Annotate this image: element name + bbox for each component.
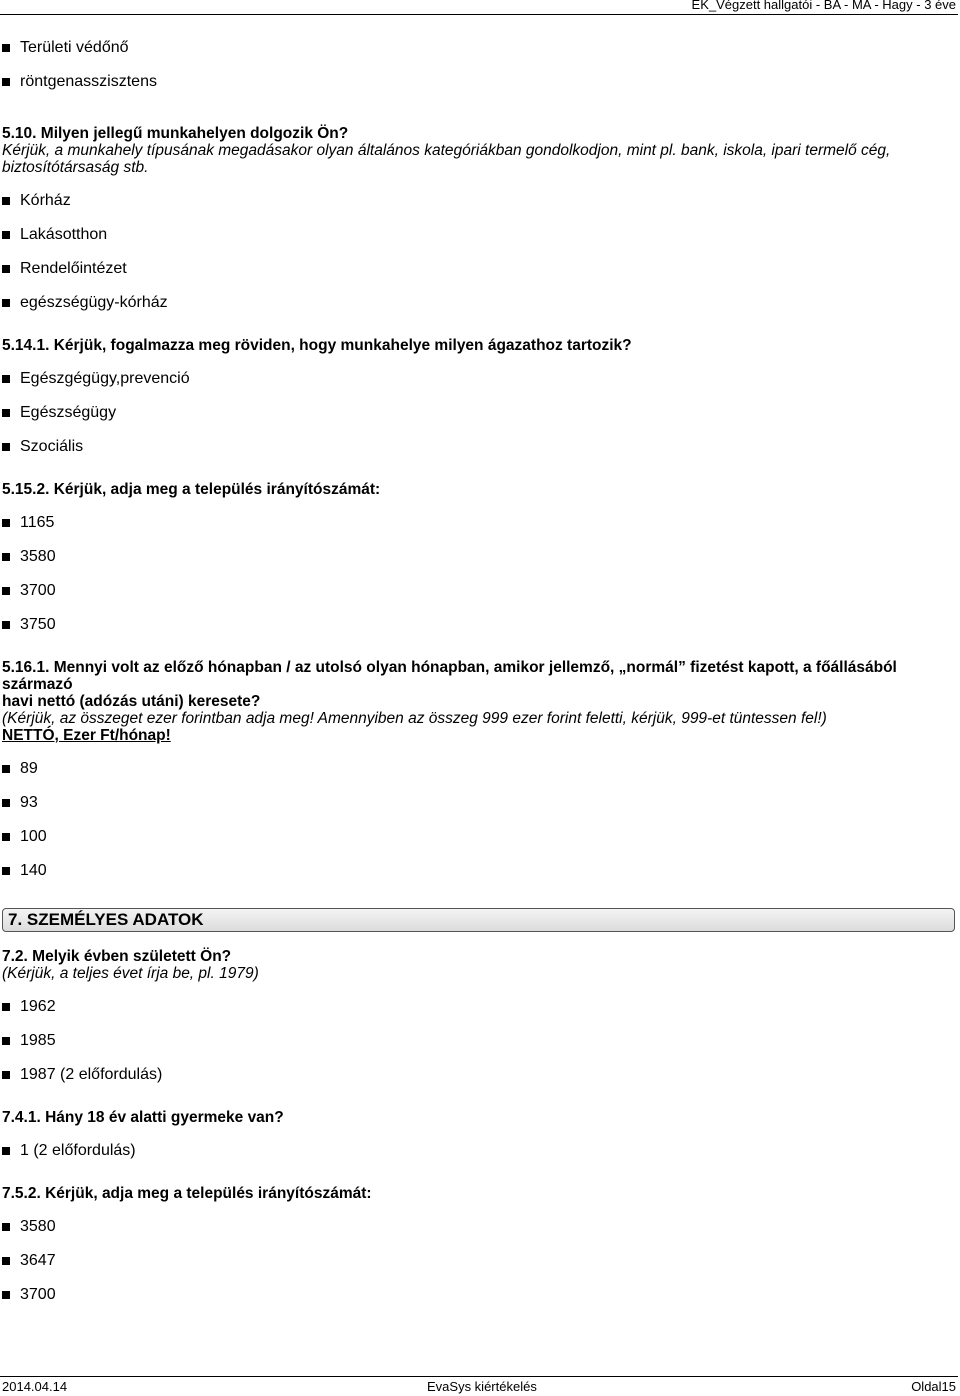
question-title: 5.16.1. Mennyi volt az előző hónapban / az utolsó olyan hónapban, amikor jellemző, „normál” fizetést kapott, a főállásából származó: [2, 659, 897, 693]
square-bullet-icon: [2, 78, 10, 86]
question-title: 7.2. Melyik évben született Ön?: [2, 948, 232, 965]
list-item: Szociális: [2, 430, 952, 464]
list-item: Területi védőnő: [2, 31, 952, 65]
answer-list-top: [2, 31, 952, 99]
square-bullet-icon: [2, 1257, 10, 1265]
square-bullet-icon: [2, 299, 10, 307]
square-bullet-icon: [2, 799, 10, 807]
square-bullet-icon: [2, 1071, 10, 1079]
list-item: 3700: [2, 1278, 952, 1312]
question-note: (Kérjük, a teljes évet írja be, pl. 1979): [2, 965, 259, 982]
question-5-14-1: [2, 337, 952, 464]
section-title: 7. SZEMÉLYES ADATOK: [8, 910, 204, 929]
list-item: 3580: [2, 540, 952, 574]
page-footer: [0, 1376, 958, 1396]
square-bullet-icon: [2, 1223, 10, 1231]
footer-title: EvaSys kiértékelés: [427, 1379, 537, 1394]
square-bullet-icon: [2, 1147, 10, 1155]
square-bullet-icon: [2, 409, 10, 417]
footer-page-number: Oldal15: [911, 1379, 956, 1394]
question-5-10: [2, 125, 952, 320]
square-bullet-icon: [2, 1037, 10, 1045]
square-bullet-icon: [2, 197, 10, 205]
list-item: 89: [2, 752, 952, 786]
question-title: 5.10. Milyen jellegű munkahelyen dolgozik Ön?: [2, 125, 349, 142]
square-bullet-icon: [2, 1003, 10, 1011]
question-note: (Kérjük, az összeget ezer forintban adja meg! Amennyiben az összeg 999 ezer forint feletti, kérjük, 999-et tüntessen fel!): [2, 710, 827, 727]
square-bullet-icon: [2, 867, 10, 875]
question-5-16-1: [2, 659, 952, 888]
square-bullet-icon: [2, 621, 10, 629]
list-item: Lakásotthon: [2, 218, 952, 252]
list-item: Egészségügy: [2, 396, 952, 430]
list-item: 3700: [2, 574, 952, 608]
question-title: 7.4.1. Hány 18 év alatti gyermeke van?: [2, 1109, 284, 1126]
square-bullet-icon: [2, 587, 10, 595]
square-bullet-icon: [2, 265, 10, 273]
question-title: havi nettó (adózás utáni) keresete?: [2, 693, 261, 710]
square-bullet-icon: [2, 375, 10, 383]
list-item: 3647: [2, 1244, 952, 1278]
question-7-4-1: [2, 1109, 952, 1168]
question-5-15-2: [2, 481, 952, 642]
list-item: 1165: [2, 506, 952, 540]
section-header: [2, 908, 955, 932]
footer-date: 2014.04.14: [2, 1379, 68, 1394]
list-item: 3750: [2, 608, 952, 642]
list-item: 93: [2, 786, 952, 820]
question-note: Kérjük, a munkahely típusának megadásakor olyan általános kategóriákban gondolkodjon, mint pl. bank, iskola, ipari termelő cég,: [2, 142, 891, 159]
list-item: 1987 (2 előfordulás): [2, 1058, 952, 1092]
list-item: Kórház: [2, 184, 952, 218]
square-bullet-icon: [2, 231, 10, 239]
list-item: Rendelőintézet: [2, 252, 952, 286]
list-item: egészségügy-kórház: [2, 286, 952, 320]
square-bullet-icon: [2, 833, 10, 841]
list-item: 140: [2, 854, 952, 888]
list-item: 1962: [2, 990, 952, 1024]
list-item: 1985: [2, 1024, 952, 1058]
question-7-5-2: [2, 1185, 952, 1312]
question-unit: NETTÓ, Ezer Ft/hónap!: [2, 727, 171, 744]
square-bullet-icon: [2, 519, 10, 527]
list-item: röntgenasszisztens: [2, 65, 952, 99]
square-bullet-icon: [2, 44, 10, 52]
list-item: Egészgégügy,prevenció: [2, 362, 952, 396]
square-bullet-icon: [2, 765, 10, 773]
list-item: 1 (2 előfordulás): [2, 1134, 952, 1168]
square-bullet-icon: [2, 1291, 10, 1299]
question-title: 5.15.2. Kérjük, adja meg a település irányítószámát:: [2, 481, 381, 498]
document-body: [2, 31, 952, 1312]
question-7-2: [2, 948, 952, 1092]
list-item: 3580: [2, 1210, 952, 1244]
question-note: biztosítótársaság stb.: [2, 159, 149, 176]
header-title: EK_Végzett hallgatói - BA - MA - Hagy - 3 éve: [691, 0, 956, 12]
list-item: 100: [2, 820, 952, 854]
square-bullet-icon: [2, 553, 10, 561]
question-title: 7.5.2. Kérjük, adja meg a település irányítószámát:: [2, 1185, 372, 1202]
question-title: 5.14.1. Kérjük, fogalmazza meg röviden, hogy munkahelye milyen ágazathoz tartozik?: [2, 337, 632, 354]
square-bullet-icon: [2, 443, 10, 451]
page-header: [0, 0, 958, 15]
